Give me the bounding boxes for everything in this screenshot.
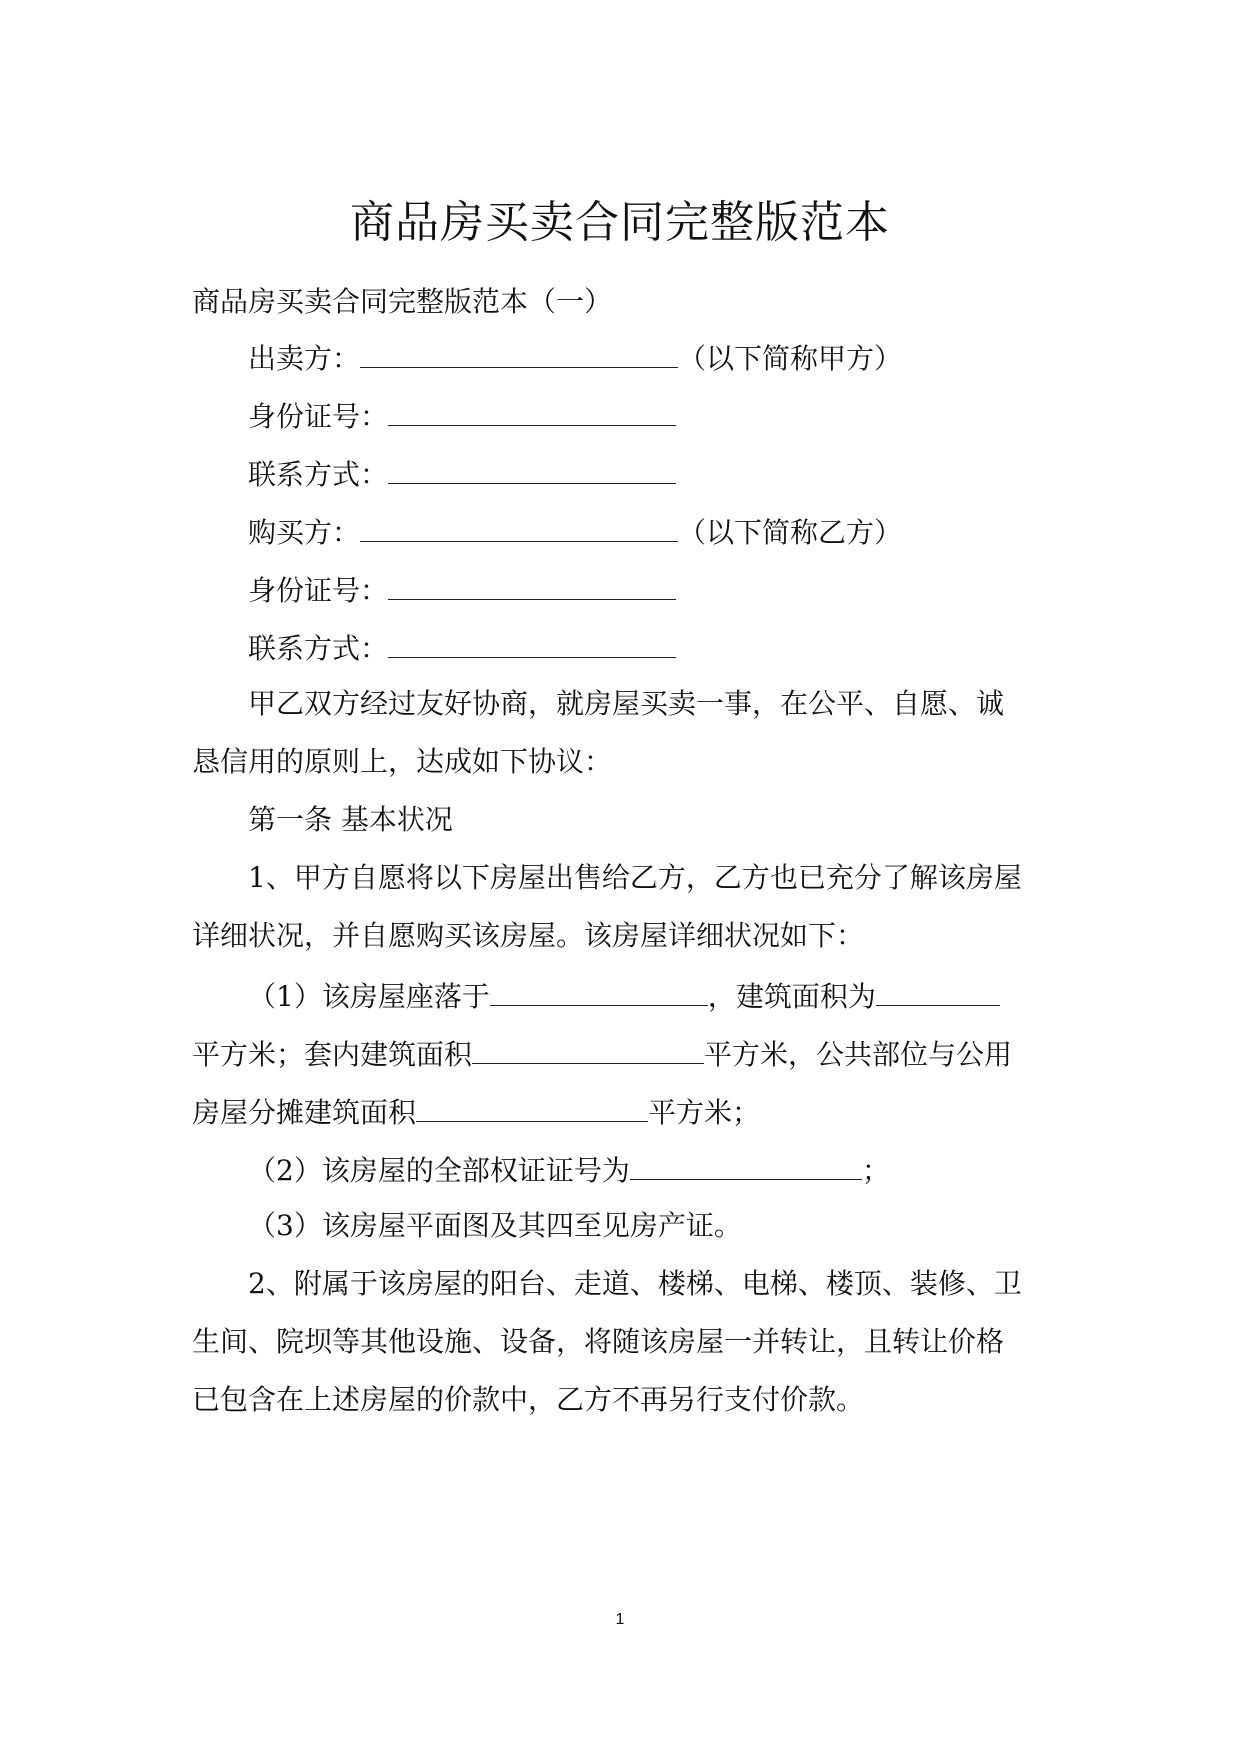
seller-label: 出卖方：: [248, 342, 361, 375]
buyer-row: [248, 510, 902, 553]
seller-id-row: [248, 394, 676, 437]
buyer-id-blank: [388, 568, 676, 600]
seller-contact-label: 联系方式：: [248, 458, 389, 491]
seller-id-blank: [388, 394, 676, 426]
certificate-number-blank: [630, 1148, 862, 1180]
clause-1-line-1: 1、甲方自愿将以下房屋出售给乙方，乙方也已充分了解该房屋: [248, 861, 1022, 894]
intro-line-1: 甲乙双方经过友好协商，就房屋买卖一事，在公平、自愿、诚: [248, 687, 1005, 720]
buyer-name-blank: [360, 510, 678, 542]
item-1-line-3: [192, 1090, 760, 1133]
seller-name-blank: [360, 336, 678, 368]
document-title: 商品房买卖合同完整版范本: [350, 197, 890, 248]
article-1-heading: 第一条 基本状况: [248, 803, 453, 836]
item-3-line: （3）该房屋平面图及其四至见房产证。: [248, 1209, 742, 1242]
item-1-l3-a: 房屋分摊建筑面积: [192, 1096, 417, 1129]
buyer-contact-row: [248, 626, 676, 669]
buyer-contact-label: 联系方式：: [248, 632, 389, 665]
section-subtitle: 商品房买卖合同完整版范本（一）: [192, 285, 613, 318]
item-1-l2-a: 平方米；套内建筑面积: [192, 1038, 473, 1071]
item-1-l2-b: 平方米，公共部位与公用: [704, 1038, 1013, 1071]
item-1-l3-b: 平方米；: [648, 1096, 761, 1129]
location-blank: [490, 974, 708, 1006]
seller-suffix: （以下简称甲方）: [678, 342, 903, 375]
inner-area-blank: [472, 1032, 704, 1064]
buyer-id-row: [248, 568, 676, 611]
item-1-line-1: [248, 974, 1000, 1017]
item-2-prefix: （2）该房屋的全部权证证号为: [248, 1154, 630, 1187]
buyer-id-label: 身份证号：: [248, 574, 389, 607]
buyer-label: 购买方：: [248, 516, 361, 549]
seller-row: [248, 336, 902, 379]
item-1-prefix: （1）该房屋座落于: [248, 980, 490, 1013]
seller-contact-blank: [388, 452, 676, 484]
intro-line-2: 恳信用的原则上，达成如下协议：: [192, 745, 613, 778]
clause-1-line-2: 详细状况，并自愿购买该房屋。该房屋详细状况如下：: [192, 919, 865, 952]
clause-2-line-3: 已包含在上述房屋的价款中，乙方不再另行支付价款。: [192, 1383, 865, 1416]
buyer-suffix: （以下简称乙方）: [678, 516, 903, 549]
clause-2-line-2: 生间、院坝等其他设施、设备，将随该房屋一并转让，且转让价格: [192, 1325, 1005, 1358]
item-2-line: [248, 1148, 890, 1191]
item-1-mid: ，建筑面积为: [707, 980, 876, 1013]
page-number: 1: [615, 1611, 625, 1628]
seller-contact-row: [248, 452, 676, 495]
item-2-suffix: ；: [861, 1154, 890, 1187]
clause-2-line-1: 2、附属于该房屋的阳台、走道、楼梯、电梯、楼顶、装修、卫: [248, 1267, 1022, 1300]
buyer-contact-blank: [388, 626, 676, 658]
item-1-line-2: [192, 1032, 1012, 1075]
shared-area-blank: [416, 1090, 648, 1122]
seller-id-label: 身份证号：: [248, 400, 389, 433]
building-area-blank: [876, 974, 1000, 1006]
